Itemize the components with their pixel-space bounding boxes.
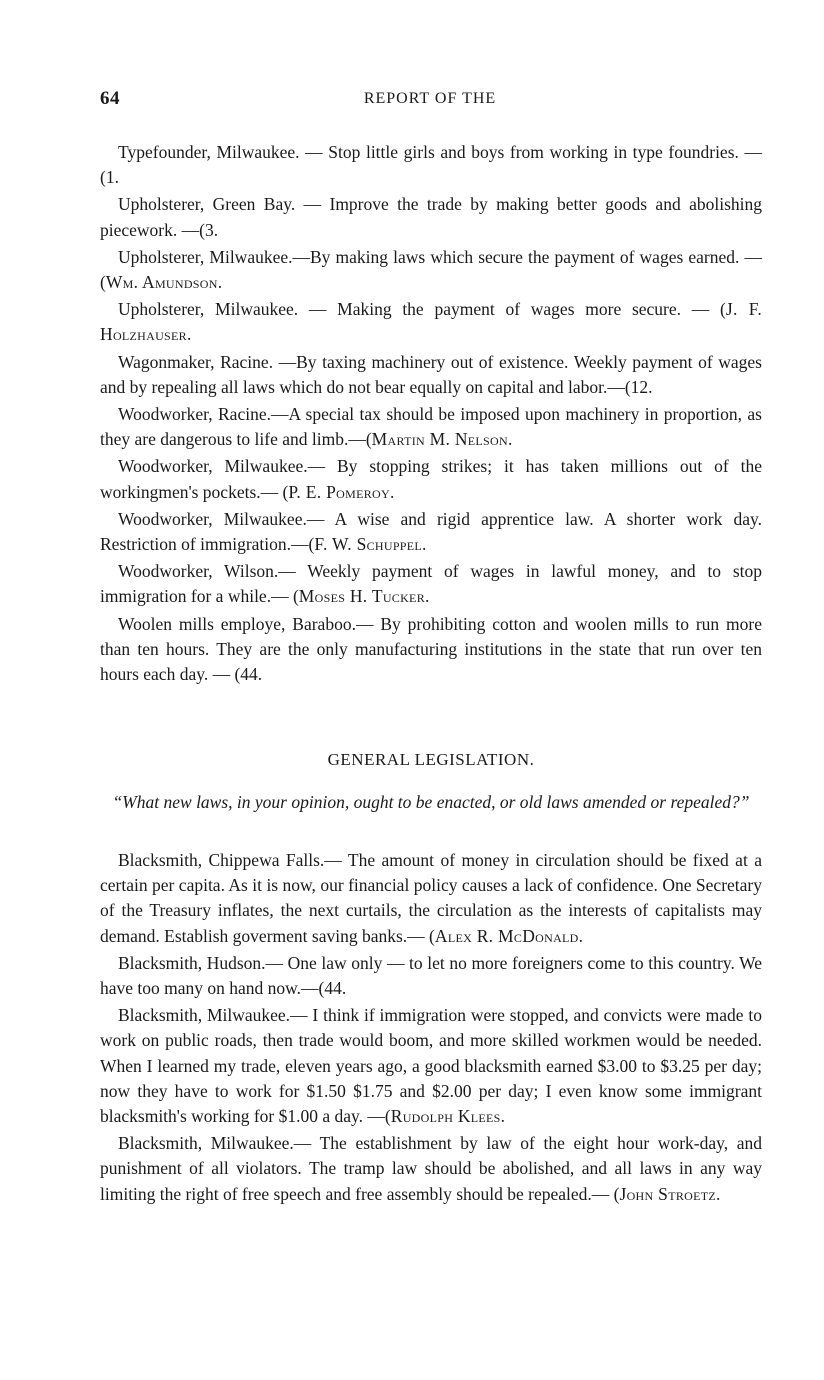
section-question: “What new laws, in your opinion, ought to be enacted, or old laws amended or repealed?” [112,792,750,812]
entries-bottom [100,848,762,1209]
entry-paragraph: Woolen mills employe, Baraboo.— By prohibiting cotton and woolen mills to run more than ten hours. They are the only manufacturing institutions in the state that run over ten hours each day. — (44. [100,613,762,685]
entry-paragraph: Blacksmith, Milwaukee.— I think if immigration were stopped, and convicts were made to work on public roads, then trade would boom, and more skilled workmen would be needed. When I learned my trade, eleven years ago, a good blacksmith earned $3.00 to $3.25 per day; now they have to work for $1.50 $1.75 and $2.00 per day; I even know some immigrant blacksmith's working for $1.00 a day. —(Rudolph Klees. [100,1005,762,1127]
entry-paragraph: Upholsterer, Green Bay. — Improve the trade by making better goods and abolishing piecework. —(3. [100,194,762,240]
entry-paragraph: Woodworker, Racine.—A special tax should be imposed upon machinery in proportion, as they are dangerous to life and limb.—(Martin M. Nelson. [100,404,762,450]
entry-paragraph: Blacksmith, Chippewa Falls.— The amount of money in circulation should be fixed at a certain per capita. As it is now, our financial policy causes a lack of confidence. One Secretary of the Treasury inflates, the next curtails, the circulation as the interests of capitalists may demand. Establish goverment saving banks.— (Alex R. McDonald. [100,850,762,946]
page-header [100,88,760,116]
running-head: REPORT OF THE [363,90,497,107]
entries-top [100,140,762,689]
entry-paragraph: Typefounder, Milwaukee. — Stop little girls and boys from working in type foundries. —(1. [100,142,762,188]
section-title: GENERAL LEGISLATION. [327,750,535,769]
entry-paragraph: Upholsterer, Milwaukee. — Making the payment of wages more secure. — (J. F. Holzhauser. [100,299,762,345]
page-number: 64 [100,88,120,109]
entry-paragraph: Wagonmaker, Racine. —By taxing machinery out of existence. Weekly payment of wages and by repealing all laws which do not bear equally on capital and labor.—(12. [100,351,762,397]
entry-paragraph: Blacksmith, Milwaukee.— The establishment by law of the eight hour work-day, and punishment of all violators. The tramp law should be abolished, and all laws in any way limiting the right of free speech and free assembly should be repealed.— (John Stroetz. [100,1133,762,1204]
entry-paragraph: Woodworker, Milwaukee.— By stopping strikes; it has taken millions out of the workingmen's pockets.— (P. E. Pomeroy. [100,456,762,502]
entry-paragraph: Blacksmith, Hudson.— One law only — to let no more foreigners come to this country. We have too many on hand now.—(44. [100,952,762,999]
entry-paragraph: Upholsterer, Milwaukee.—By making laws which secure the payment of wages earned. —(Wm. Amundson. [100,246,762,293]
entry-paragraph: Woodworker, Wilson.— Weekly payment of wages in lawful money, and to stop immigration for a while.— (Moses H. Tucker. [100,561,762,607]
entry-paragraph: Woodworker, Milwaukee.— A wise and rigid apprentice law. A shorter work day. Restriction of immigration.—(F. W. Schuppel. [100,508,762,555]
